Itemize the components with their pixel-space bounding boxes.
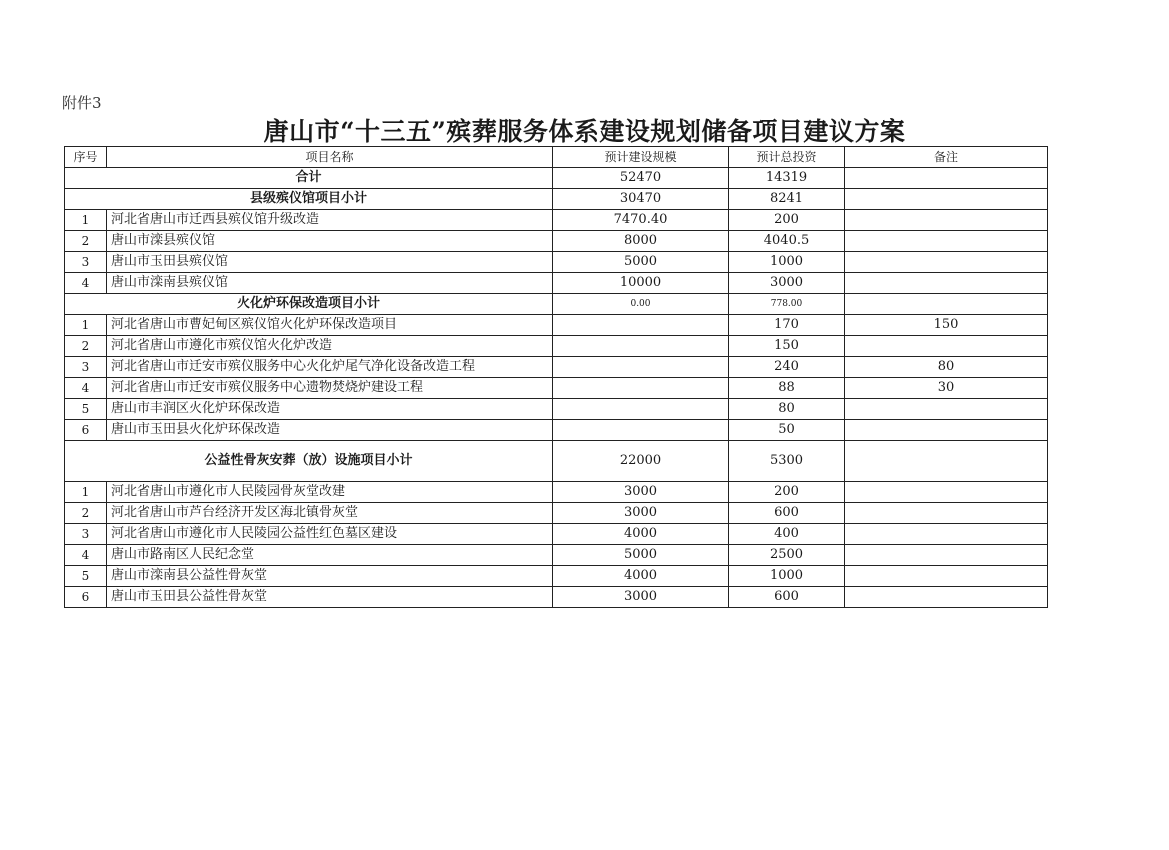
header-idx: 序号	[65, 147, 107, 168]
row-scale	[553, 378, 729, 399]
row-investment: 4040.5	[729, 231, 845, 252]
row-note	[845, 566, 1048, 587]
row-scale: 5000	[553, 252, 729, 273]
row-name: 唐山市玉田县火化炉环保改造	[107, 420, 553, 441]
row-note	[845, 252, 1048, 273]
row-note	[845, 545, 1048, 566]
table-row	[65, 231, 1048, 252]
row-investment: 80	[729, 399, 845, 420]
subtotal-label: 火化炉环保改造项目小计	[65, 294, 553, 315]
row-idx: 3	[65, 357, 107, 378]
row-name: 河北省唐山市芦台经济开发区海北镇骨灰堂	[107, 503, 553, 524]
row-note	[845, 210, 1048, 231]
subtotal-note	[845, 441, 1048, 482]
table-row	[65, 566, 1048, 587]
header-row	[65, 147, 1048, 168]
row-scale	[553, 399, 729, 420]
row-idx: 5	[65, 399, 107, 420]
table-row	[65, 273, 1048, 294]
row-investment: 150	[729, 336, 845, 357]
row-note	[845, 399, 1048, 420]
total-note	[845, 168, 1048, 189]
row-investment: 1000	[729, 566, 845, 587]
row-note	[845, 503, 1048, 524]
table-row	[65, 357, 1048, 378]
table-row	[65, 420, 1048, 441]
row-investment: 200	[729, 482, 845, 503]
row-idx: 1	[65, 482, 107, 503]
row-name: 唐山市丰润区火化炉环保改造	[107, 399, 553, 420]
row-note	[845, 420, 1048, 441]
row-scale: 10000	[553, 273, 729, 294]
header-name: 项目名称	[107, 147, 553, 168]
total-scale: 52470	[553, 168, 729, 189]
row-idx: 3	[65, 524, 107, 545]
table-row	[65, 587, 1048, 608]
table-row	[65, 210, 1048, 231]
row-idx: 4	[65, 545, 107, 566]
row-idx: 2	[65, 336, 107, 357]
row-note	[845, 273, 1048, 294]
total-investment: 14319	[729, 168, 845, 189]
table-row	[65, 315, 1048, 336]
total-label: 合计	[65, 168, 553, 189]
row-idx: 4	[65, 378, 107, 399]
row-name: 河北省唐山市迁安市殡仪服务中心遗物焚烧炉建设工程	[107, 378, 553, 399]
row-scale	[553, 420, 729, 441]
total-row	[65, 168, 1048, 189]
row-note	[845, 524, 1048, 545]
row-scale	[553, 357, 729, 378]
row-investment: 240	[729, 357, 845, 378]
row-scale: 3000	[553, 587, 729, 608]
subtotal-scale: 0.00	[553, 294, 729, 315]
row-name: 唐山市滦南县殡仪馆	[107, 273, 553, 294]
row-idx: 1	[65, 315, 107, 336]
row-name: 河北省唐山市遵化市殡仪馆火化炉改造	[107, 336, 553, 357]
row-investment: 600	[729, 587, 845, 608]
row-scale: 7470.40	[553, 210, 729, 231]
subtotal-investment: 5300	[729, 441, 845, 482]
header-scale: 预计建设规模	[553, 147, 729, 168]
subtotal-row	[65, 294, 1048, 315]
row-name: 唐山市滦县殡仪馆	[107, 231, 553, 252]
row-idx: 3	[65, 252, 107, 273]
subtotal-note	[845, 189, 1048, 210]
row-idx: 2	[65, 231, 107, 252]
row-idx: 6	[65, 420, 107, 441]
subtotal-label: 公益性骨灰安葬（放）设施项目小计	[65, 441, 553, 482]
row-scale: 4000	[553, 524, 729, 545]
row-investment: 3000	[729, 273, 845, 294]
table-row	[65, 252, 1048, 273]
row-investment: 170	[729, 315, 845, 336]
row-scale: 3000	[553, 503, 729, 524]
row-investment: 400	[729, 524, 845, 545]
row-investment: 88	[729, 378, 845, 399]
row-note	[845, 336, 1048, 357]
row-scale: 4000	[553, 566, 729, 587]
table-row	[65, 399, 1048, 420]
row-note: 150	[845, 315, 1048, 336]
subtotal-label: 县级殡仪馆项目小计	[65, 189, 553, 210]
row-scale	[553, 336, 729, 357]
subtotal-scale: 30470	[553, 189, 729, 210]
row-name: 河北省唐山市曹妃甸区殡仪馆火化炉环保改造项目	[107, 315, 553, 336]
document-title: 唐山市“十三五”殡葬服务体系建设规划储备项目建议方案	[263, 117, 906, 146]
table-row	[65, 503, 1048, 524]
row-note	[845, 587, 1048, 608]
project-table	[64, 146, 1048, 608]
subtotal-row	[65, 189, 1048, 210]
row-idx: 4	[65, 273, 107, 294]
row-idx: 2	[65, 503, 107, 524]
row-note: 30	[845, 378, 1048, 399]
row-investment: 1000	[729, 252, 845, 273]
row-investment: 200	[729, 210, 845, 231]
row-scale: 5000	[553, 545, 729, 566]
row-name: 唐山市路南区人民纪念堂	[107, 545, 553, 566]
row-name: 河北省唐山市遵化市人民陵园公益性红色墓区建设	[107, 524, 553, 545]
row-name: 唐山市玉田县公益性骨灰堂	[107, 587, 553, 608]
row-scale: 3000	[553, 482, 729, 503]
table-row	[65, 545, 1048, 566]
table-row	[65, 336, 1048, 357]
table-row	[65, 378, 1048, 399]
row-scale	[553, 315, 729, 336]
row-note	[845, 231, 1048, 252]
subtotal-investment: 778.00	[729, 294, 845, 315]
subtotal-investment: 8241	[729, 189, 845, 210]
header-investment: 预计总投资	[729, 147, 845, 168]
subtotal-scale: 22000	[553, 441, 729, 482]
row-name: 河北省唐山市迁西县殡仪馆升级改造	[107, 210, 553, 231]
row-investment: 600	[729, 503, 845, 524]
row-investment: 2500	[729, 545, 845, 566]
row-idx: 5	[65, 566, 107, 587]
row-name: 河北省唐山市遵化市人民陵园骨灰堂改建	[107, 482, 553, 503]
row-name: 唐山市玉田县殡仪馆	[107, 252, 553, 273]
table-row	[65, 524, 1048, 545]
row-scale: 8000	[553, 231, 729, 252]
row-investment: 50	[729, 420, 845, 441]
row-idx: 1	[65, 210, 107, 231]
subtotal-row	[65, 441, 1048, 482]
header-note: 备注	[845, 147, 1048, 168]
subtotal-note	[845, 294, 1048, 315]
table-row	[65, 482, 1048, 503]
row-name: 河北省唐山市迁安市殡仪服务中心火化炉尾气净化设备改造工程	[107, 357, 553, 378]
row-idx: 6	[65, 587, 107, 608]
row-note: 80	[845, 357, 1048, 378]
row-name: 唐山市滦南县公益性骨灰堂	[107, 566, 553, 587]
attachment-label: 附件3	[62, 94, 102, 112]
row-note	[845, 482, 1048, 503]
